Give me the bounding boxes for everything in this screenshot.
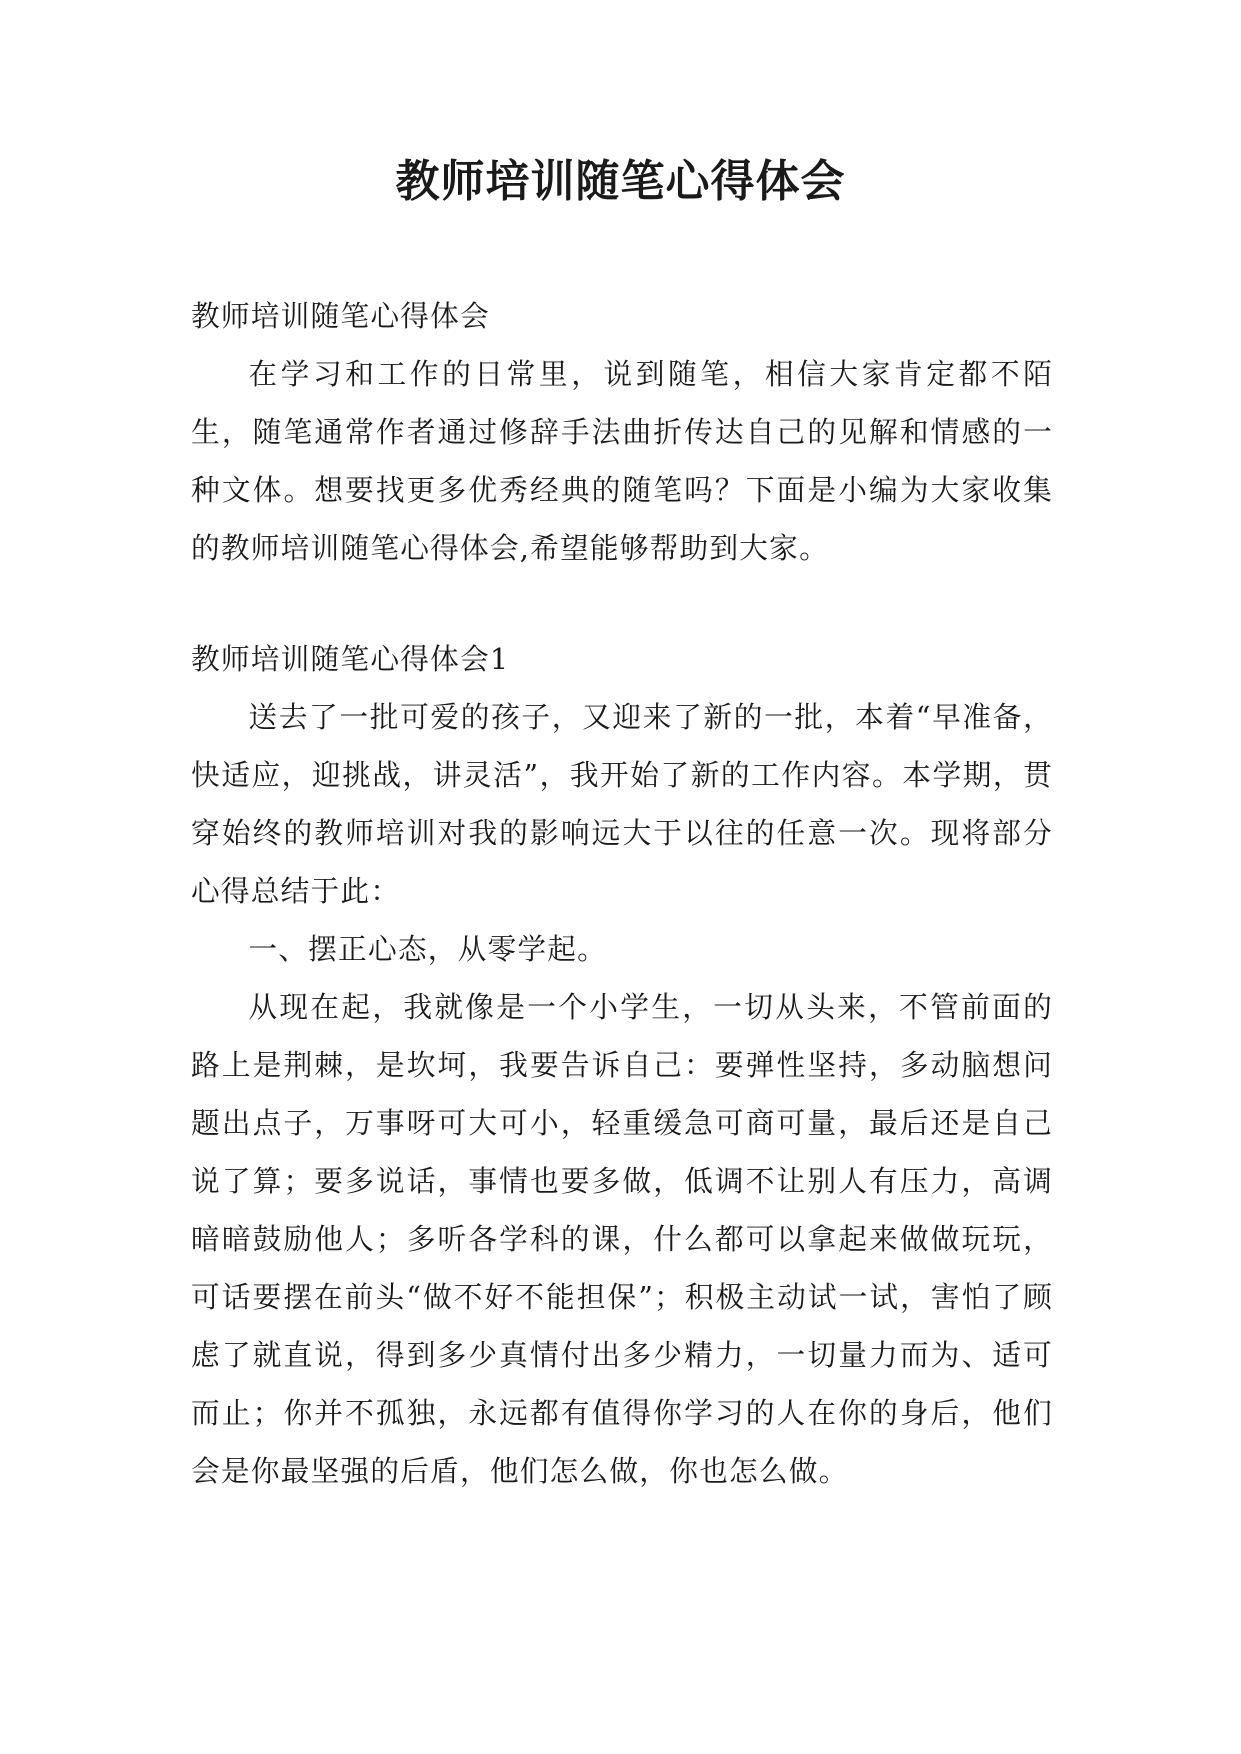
document-body: [191, 287, 1053, 1500]
section-heading: 教师培训随笔心得体会1: [191, 642, 510, 676]
body-paragraph: 从现在起，我就像是一个小学生，一切从头来，不管前面的路上是荆棘，是坎坷，我要告诉自己：要弹性坚持，多动脑想问题出点子，万事呀可大可小，轻重缓急可商可量，最后还是自己说了算；要多说话，事情也要多做，低调不让别人有压力，高调暗暗鼓励他人；多听各学科的课，什么都可以拿起来做做玩玩，可话要摆在前头“做不好不能担保”；积极主动试一试，害怕了顾虑了就直说，得到多少真情付出多少精力，一切量力而为、适可而止；你并不孤独，永远都有值得你学习的人在你的身后，他们会是你最坚强的后盾，他们怎么做，你也怎么做。: [191, 990, 1053, 1488]
intro-paragraph: 在学习和工作的日常里，说到随笔，相信大家肯定都不陌生，随笔通常作者通过修辞手法曲折传达自己的见解和情感的一种文体。想要找更多优秀经典的随笔吗？下面是小编为大家收集的教师培训随笔心得体会,希望能够帮助到大家。: [191, 357, 1053, 565]
section-spacer: [191, 577, 1053, 630]
intro-section: [191, 287, 1053, 577]
document-title: 教师培训随笔心得体会: [395, 156, 846, 207]
subheading-paragraph: 一、摆正心态，从零学起。: [248, 932, 608, 966]
section-1: [191, 630, 1053, 1500]
section-heading: 教师培训随笔心得体会: [191, 299, 490, 333]
body-paragraph: 送去了一批可爱的孩子，又迎来了新的一批，本着“早准备，快适应，迎挑战，讲灵活”，我开始了新的工作内容。本学期，贯穿始终的教师培训对我的影响远大于以往的任意一次。现将部分心得总结于此：: [191, 700, 1053, 908]
